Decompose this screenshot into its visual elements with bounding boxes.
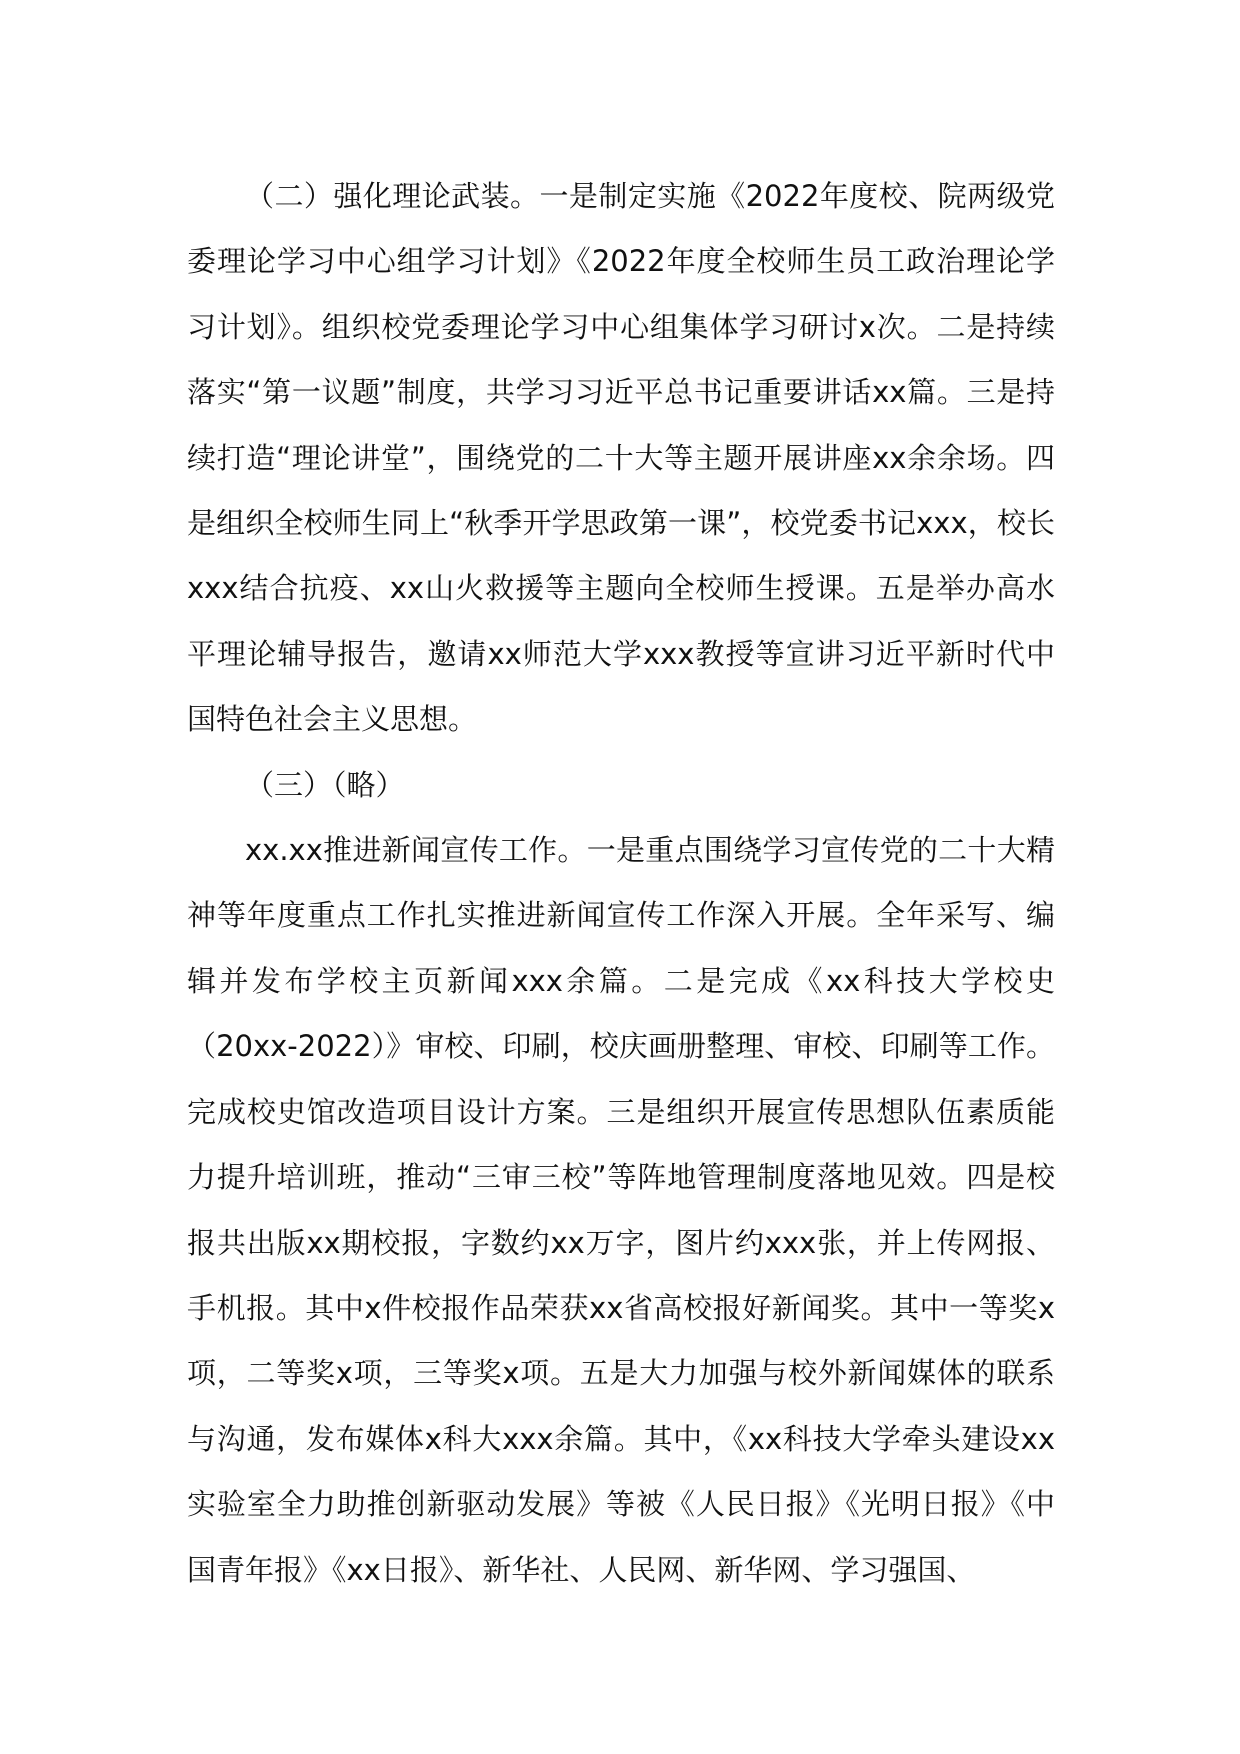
paragraph-news-publicity: xx.xx推进新闻宣传工作。一是重点围绕学习宣传党的二十大精神等年度重点工作扎实推进新闻宣传工作深入开展。全年采写、编辑并发布学校主页新闻xxx余篇。二是完成《xx科技大学校史（20xx-2022）》审校、印刷，校庆画册整理、审校、印刷等工作。完成校史馆改造项目设计方案。三是组织开展宣传思想队伍素质能力提升培训班，推动“三审三校”等阵地管理制度落地见效。四是校报共出版xx期校报，字数约xx万字，图片约xxx张，并上传网报、手机报。其中x件校报作品荣获xx省高校报好新闻奖。其中一等奖x项，二等奖x项，三等奖x项。五是大力加强与校外新闻媒体的联系与沟通，发布媒体x科大xxx余篇。其中，《xx科技大学牵头建设xx实验室全力助推创新驱动发展》等被《人民日报》《光明日报》《中国青年报》《xx日报》、新华社、人民网、新华网、学习强国、 bbox=[187, 833, 1055, 1587]
paragraph-section-three: （三）（略） bbox=[245, 767, 405, 802]
paragraph-theory-study: （二）强化理论武装。一是制定实施《2022年度校、院两级党委理论学习中心组学习计划》《2022年度全校师生员工政治理论学习计划》。组织校党委理论学习中心组集体学习研讨x次。二是持续落实“第一议题”制度，共学习习近平总书记重要讲话xx篇。三是持续打造“理论讲堂”，围绕党的二十大等主题开展讲座xx余余场。四是组织全校师生同上“秋季开学思政第一课”，校党委书记xxx，校长xxx结合抗疫、xx山火救援等主题向全校师生授课。五是举办高水平理论辅导报告，邀请xx师范大学xxx教授等宣讲习近平新时代中国特色社会主义思想。 bbox=[187, 179, 1055, 737]
document-body bbox=[187, 164, 1055, 1603]
